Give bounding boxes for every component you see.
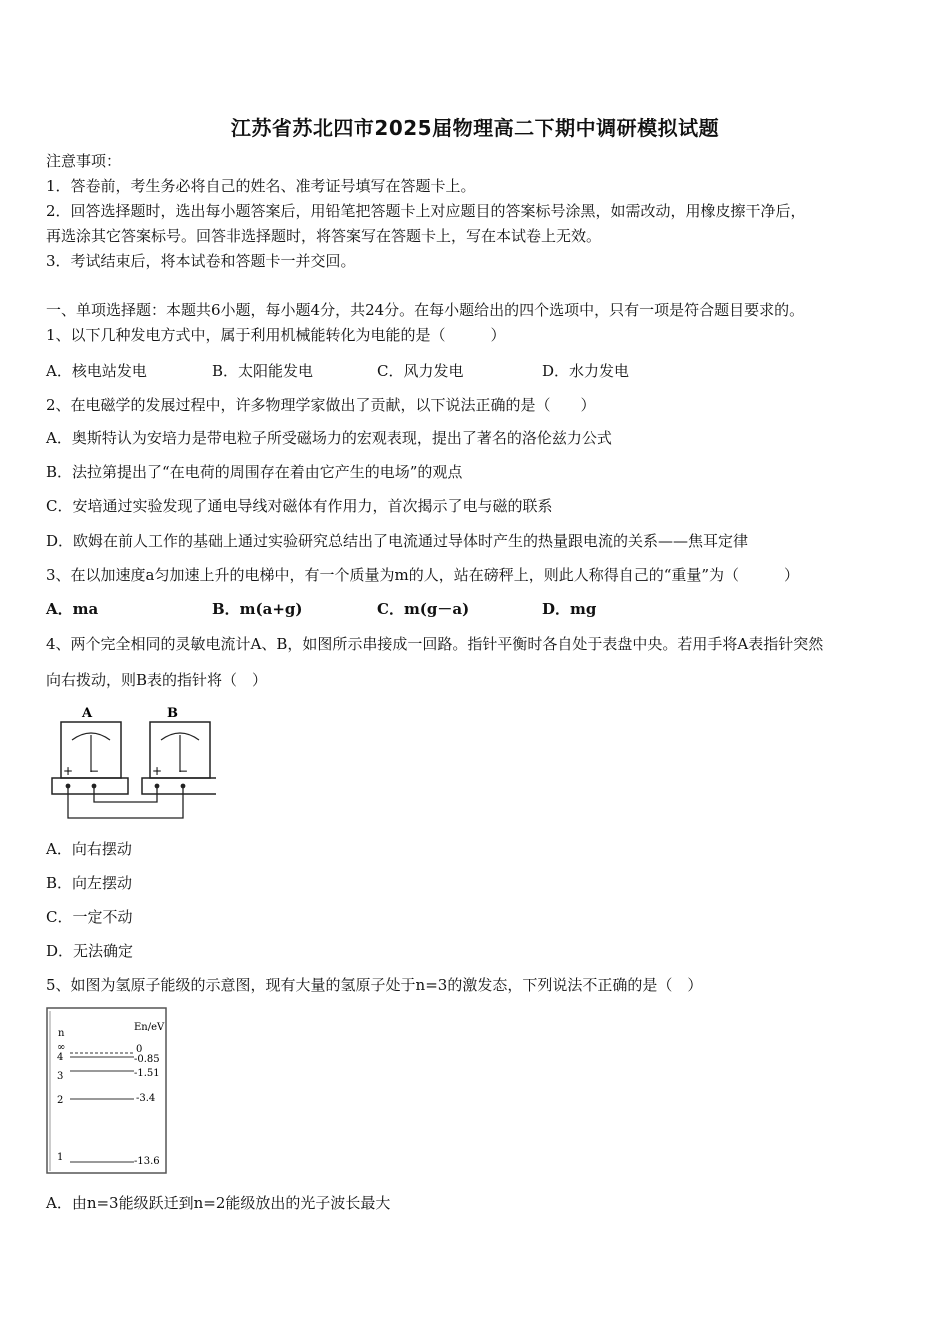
question-4-option-d: D．无法确定 [46, 942, 134, 960]
hydrogen-energy-level-figure [46, 1007, 168, 1175]
level-n: ∞ [57, 1042, 66, 1053]
question-5-option-a: A．由n=3能级跃迁到n=2能级放出的光子波长最大 [46, 1194, 391, 1212]
option-a: A．ma [46, 600, 99, 618]
option-c: C．风力发电 [377, 362, 464, 380]
meter-a-label: A [82, 706, 93, 721]
n-axis-label: n [58, 1028, 65, 1039]
option-d: D．水力发电 [542, 362, 630, 380]
galvanometer-circuit-figure [46, 700, 216, 825]
level-energy: -0.85 [134, 1054, 160, 1065]
notice-item: 2．回答选择题时，选出每小题答案后，用铅笔把答题卡上对应题目的答案标号涂黑，如需改动，用橡皮擦干净后， [46, 202, 806, 220]
option-d: D．mg [542, 600, 597, 618]
question-4-option-c: C．一定不动 [46, 908, 133, 926]
question-2-option-c: C．安培通过实验发现了通电导线对磁体有作用力，首次揭示了电与磁的联系 [46, 497, 553, 515]
section-heading: 一、单项选择题：本题共6小题，每小题4分，共24分。在每小题给出的四个选项中，只有一项是符合题目要求的。 [46, 301, 805, 319]
meter-b-minus: − [178, 764, 189, 778]
level-energy: 0 [136, 1044, 143, 1055]
question-3-stem: 3、在以加速度a匀加速上升的电梯中，有一个质量为m的人，站在磅秤上，则此人称得自己的“重量”为（ ） [46, 566, 800, 584]
notice-heading: 注意事项： [46, 152, 122, 170]
question-1-stem: 1、以下几种发电方式中，属于利用机械能转化为电能的是（ ） [46, 326, 506, 344]
question-5-stem: 5、如图为氢原子能级的示意图，现有大量的氢原子处于n=3的激发态，下列说法不正确的是（ ） [46, 976, 703, 994]
page-title: 江苏省苏北四市2025届物理高二下期中调研模拟试题 [230, 116, 720, 140]
level-energy: -3.4 [136, 1093, 156, 1104]
question-2-option-a: A．奥斯特认为安培力是带电粒子所受磁场力的宏观表现，提出了著名的洛伦兹力公式 [46, 429, 612, 447]
level-n: 3 [57, 1071, 64, 1082]
question-2-stem: 2、在电磁学的发展过程中，许多物理学家做出了贡献，以下说法正确的是（ ） [46, 396, 596, 414]
question-2-option-d: D．欧姆在前人工作的基础上通过实验研究总结出了电流通过导体时产生的热量跟电流的关系——焦耳定律 [46, 532, 749, 550]
level-energy: -13.6 [134, 1156, 160, 1167]
option-c: C．m(g－a) [377, 600, 470, 618]
meter-a-plus: + [63, 764, 74, 778]
option-a: A．核电站发电 [46, 362, 147, 380]
question-4-option-a: A．向右摆动 [46, 840, 132, 858]
meter-b-label: B [167, 706, 178, 721]
question-4-stem-line1: 4、两个完全相同的灵敏电流计A、B，如图所示串接成一回路。指针平衡时各自处于表盘中央。若用手将A表指针突然 [46, 635, 824, 653]
notice-item: 1．答卷前，考生务必将自己的姓名、准考证号填写在答题卡上。 [46, 177, 476, 195]
notice-item: 3．考试结束后，将本试卷和答题卡一并交回。 [46, 252, 356, 270]
level-n: 1 [57, 1152, 64, 1163]
question-4-option-b: B．向左摆动 [46, 874, 133, 892]
level-energy: -1.51 [134, 1068, 160, 1079]
question-2-option-b: B．法拉第提出了“在电荷的周围存在着由它产生的电场”的观点 [46, 463, 463, 481]
meter-b-plus: + [152, 764, 163, 778]
option-b: B．太阳能发电 [212, 362, 314, 380]
level-n: 4 [57, 1052, 64, 1063]
option-b: B．m(a+g) [212, 600, 303, 618]
question-4-stem-line2: 向右拨动，则B表的指针将（ ） [46, 671, 268, 689]
energy-axis-label: En/eV [134, 1022, 165, 1033]
meter-a-minus: − [89, 764, 100, 778]
notice-item: 再选涂其它答案标号。回答非选择题时，将答案写在答题卡上，写在本试卷上无效。 [46, 227, 602, 245]
level-n: 2 [57, 1095, 64, 1106]
